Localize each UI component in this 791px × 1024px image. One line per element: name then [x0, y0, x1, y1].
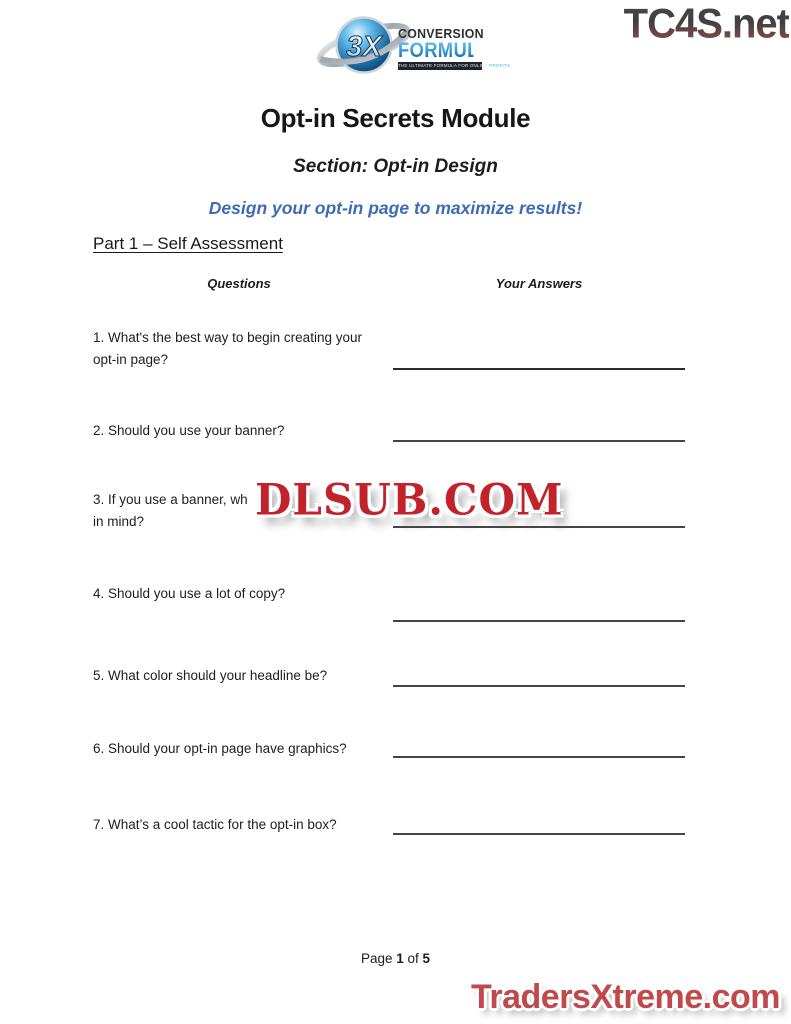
question-6: [93, 738, 399, 760]
question-5: [93, 665, 399, 687]
logo-tagline-bar: [398, 62, 511, 70]
footer-current-page: 1: [396, 951, 404, 966]
logo-tagline-highlight: PROFITS: [489, 63, 511, 68]
question-4: [93, 583, 399, 605]
answer-line-1: [393, 368, 685, 370]
logo-name-line1: CONVERSION: [398, 26, 484, 41]
page-title: Opt-in Secrets Module: [260, 103, 531, 133]
question-5-line1: 5. What color should your headline be?: [93, 668, 328, 683]
question-1-line2: opt-in page?: [93, 351, 169, 367]
question-3-line2: in mind?: [93, 513, 145, 529]
tc4s-watermark: TC4S.net: [623, 1, 789, 47]
answer-line-4: [393, 620, 685, 622]
answers-column-header: Your Answers: [495, 276, 583, 291]
answer-line-7: [393, 833, 685, 835]
questions-column-header: Questions: [207, 276, 271, 291]
logo-3x-badge: 3X: [346, 31, 382, 63]
question-7: [93, 814, 399, 836]
dlsub-watermark: DLSUB.COM: [255, 474, 564, 525]
question-4-line1: 4. Should you use a lot of copy?: [93, 586, 286, 601]
tradersxtreme-watermark: TradersXtreme.com: [471, 978, 780, 1016]
question-3-line1: 3. If you use a banner, wh: [93, 492, 248, 507]
answer-line-2: [393, 440, 685, 442]
question-1: [93, 327, 399, 370]
question-1-line1: 1. What's the best way to begin creating your: [93, 330, 362, 345]
page-footer: [0, 951, 791, 966]
logo-name-line2: FORMULA: [398, 39, 493, 62]
question-6-line1: 6. Should your opt-in page have graphics?: [93, 741, 347, 756]
logo-tagline-text: THE ULTIMATE FORMULA FOR ONLINE: [398, 63, 490, 68]
answer-line-6: [393, 756, 685, 758]
footer-page-word: Page: [360, 951, 393, 966]
tagline: Design your opt-in page to maximize results!: [208, 198, 583, 218]
section-heading: Section: Opt-in Design: [293, 156, 498, 177]
question-2-line1: 2. Should you use your banner?: [93, 423, 285, 438]
answer-line-5: [393, 685, 685, 687]
logo-text: [398, 26, 511, 70]
part-heading: Part 1 – Self Assessment: [93, 234, 283, 253]
conversion-formula-logo: [314, 4, 511, 90]
question-2: [93, 420, 399, 442]
footer-total-pages: 5: [422, 951, 431, 966]
question-7-line1: 7. What’s a cool tactic for the opt-in box?: [93, 817, 337, 832]
footer-of-word: of: [407, 951, 419, 966]
